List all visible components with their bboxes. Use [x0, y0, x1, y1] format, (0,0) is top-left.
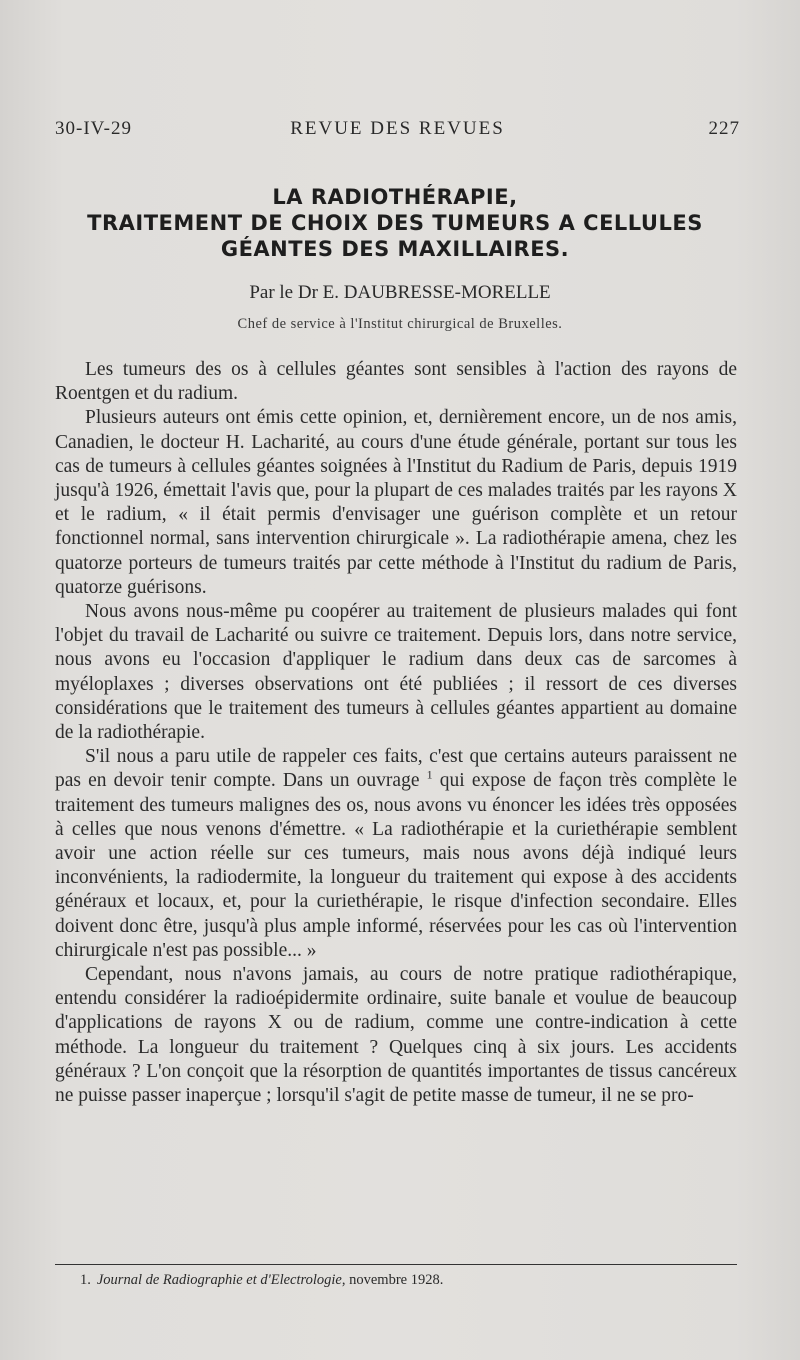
footnote-journal: Journal de Radiographie et d'Electrologie [96, 1272, 342, 1288]
paragraph-2: Plusieurs auteurs ont émis cette opinion, et, dernièrement encore, un de nos amis, Canadien, le docteur H. Lacharité, au cours d'une étude générale, portant sur tous les cas de tumeurs à cellules géantes soignées à l'Institut du Radium de Paris, depuis 1919 jusqu'à 1926, émettait l'avis que, pour la plupart de ces malades traités par les rayons X et le radium, « il était permis d'envisager une guérison complète et un retour fonctionnel normal, sans intervention chirurgicale ». La radiothérapie amena, chez les quatorze porteurs de tumeurs traités par cette méthode à l'Institut du radium de Paris, quatorze guérisons. [55, 407, 737, 598]
title-line-1: LA RADIOTHÉRAPIE, [272, 185, 518, 209]
title-line-2: TRAITEMENT DE CHOIX DES TUMEURS A CELLULES [87, 211, 703, 235]
footnote-date: , novembre 1928. [341, 1272, 444, 1288]
footnote [80, 1272, 730, 1289]
article-title [45, 184, 745, 262]
paragraph-4-text-b: qui expose de façon très complète le traitement des tumeurs malignes des os, nous avons vu énoncer les idées très opposées à celles que nous venons d'émettre. « La radiothérapie et la curiethérapie semblent avoir une action réelle sur ces tumeurs, mais nous avons déjà indiqué leurs inconvénients, la radiodermite, la longueur du traitement qui expose à des accidents généraux et locaux, et, pour la curiethérapie, le risque d'infection secondaire. Elles doivent donc être, jusqu'à plus ample informé, réservées pour les cas où l'intervention chirurgicale n'est pas possible... » [55, 770, 738, 961]
article-body [55, 358, 737, 1108]
author-affiliation: Chef de service à l'Institut chirurgical de Bruxelles. [237, 316, 563, 332]
footnote-divider [55, 1264, 737, 1265]
footnote-reference: 1 [426, 767, 433, 782]
header-date: 30-IV-29 [55, 118, 132, 139]
running-head [55, 118, 740, 148]
paragraph-3: Nous avons nous-même pu coopérer au traitement de plusieurs malades qui font l'objet du travail de Lacharité ou suivre ce traitement. Depuis lors, dans notre service, nous avons eu l'occasion d'appliquer le radium dans deux cas de sarcomes à myéloplaxes ; diverses observations ont été publiées ; il ressort de ces diverses considérations que le traitement des tumeurs à cellules géantes appartient au domaine de la radiothérapie. [55, 601, 737, 744]
paragraph-4 [55, 745, 737, 963]
page-number: 227 [708, 118, 740, 139]
author-byline: Par le Dr E. DAUBRESSE-MORELLE [249, 282, 551, 303]
paragraph-1: Les tumeurs des os à cellules géantes sont sensibles à l'action des rayons de Roentgen et du radium. [55, 359, 737, 405]
header-journal-title: REVUE DES REVUES [290, 118, 505, 139]
footnote-number: 1. [80, 1272, 91, 1288]
paragraph-5: Cependant, nous n'avons jamais, au cours de notre pratique radiothérapique, entendu considérer la radioépidermite ordinaire, suite banale et voulue de beaucoup d'applications de rayons X ou de radium, comme une contre-indication à cette méthode. La longueur du traitement ? Quelques cinq à six jours. Les accidents généraux ? L'on conçoit que la résorption de quantités importantes de tissus cancéreux ne puisse passer inaperçue ; lorsqu'il s'agit de petite masse de tumeur, il ne se pro- [55, 964, 737, 1107]
title-line-3: GÉANTES DES MAXILLAIRES. [220, 237, 570, 261]
paragraph-4-text-a: S'il nous a paru utile de rappeler ces faits, c'est que certains auteurs paraissent ne pas en devoir tenir compte. Dans un ouvrage [55, 746, 737, 792]
